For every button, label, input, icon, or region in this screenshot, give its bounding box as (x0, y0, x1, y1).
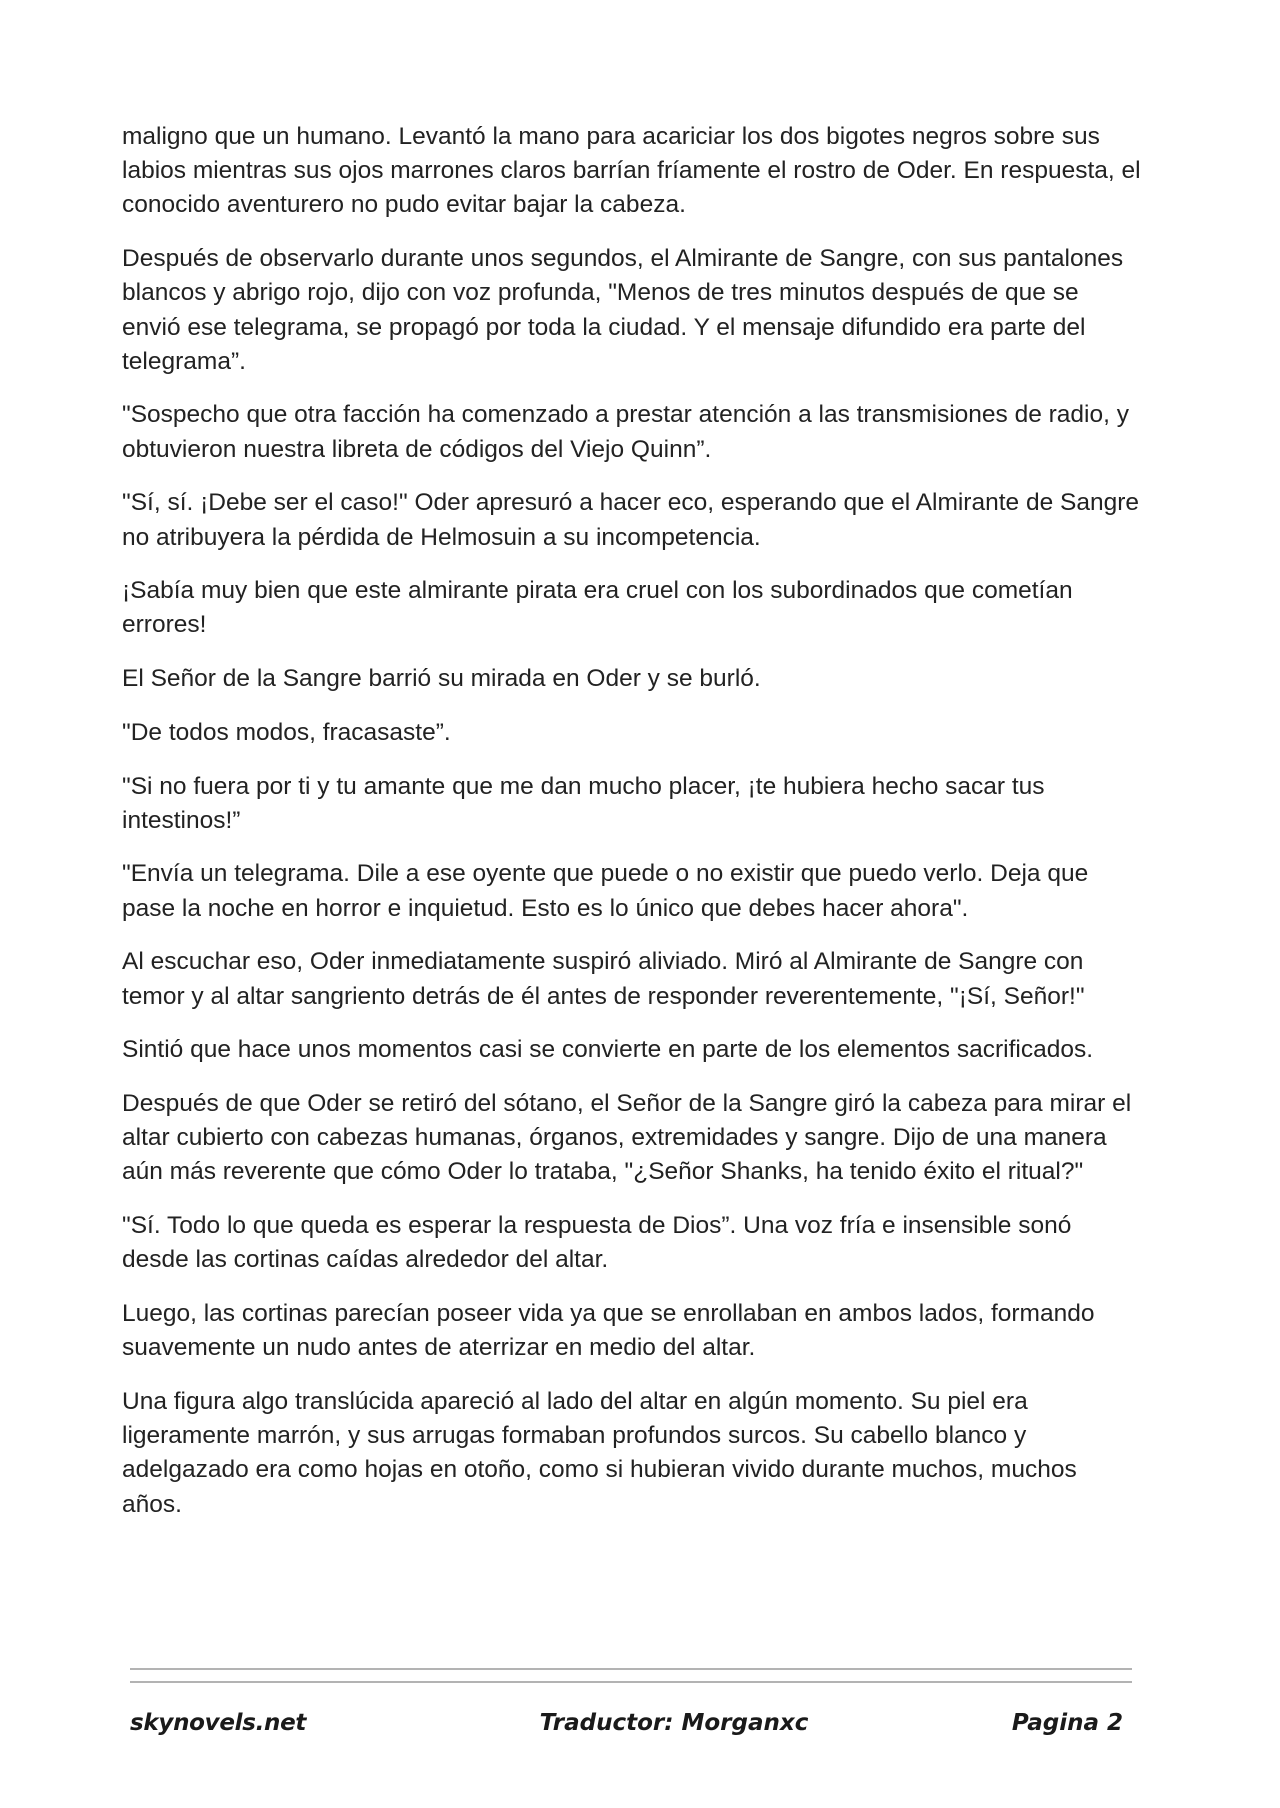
paragraph: El Señor de la Sangre barrió su mirada en Oder y se burló. (122, 665, 761, 693)
footer-divider (130, 1668, 1132, 1683)
paragraph: Sintió que hace unos momentos casi se convierte en parte de los elementos sacrificados. (122, 1036, 1094, 1064)
footer-rule-top (130, 1668, 1132, 1670)
paragraph: "Envía un telegrama. Dile a ese oyente que puede o no existir que puedo verlo. Deja que pase la noche en horror e inquietud. Esto es lo único que debes hacer ahora". (122, 860, 1089, 922)
paragraph: Luego, las cortinas parecían poseer vida ya que se enrollaban en ambos lados, formando suavemente un nudo antes de aterrizar en medio del altar. (122, 1299, 1095, 1362)
footer-site: skynovels.net (130, 1710, 307, 1736)
body-text (122, 120, 1142, 1541)
paragraph: Después de que Oder se retiró del sótano, el Señor de la Sangre giró la cabeza para mirar el altar cubierto con cabezas humanas, órganos, extremidades y sangre. Dijo de una manera aún más reverente que cómo Oder lo trataba, "¿Señor Shanks, ha tenido éxito el ritual?" (122, 1089, 1132, 1186)
paragraph: "Si no fuera por ti y tu amante que me dan mucho placer, ¡te hubiera hecho sacar tus intestinos!” (122, 772, 1045, 834)
paragraph: "Sí. Todo lo que queda es esperar la respuesta de Dios”. Una voz fría e insensible sonó desde las cortinas caídas alrededor del altar. (122, 1212, 1072, 1274)
paragraph: "Sí, sí. ¡Debe ser el caso!" Oder apresuró a hacer eco, esperando que el Almirante de Sangre no atribuyera la pérdida de Helmosuin a su incompetencia. (122, 489, 1140, 551)
paragraph: maligno que un humano. Levantó la mano para acariciar los dos bigotes negros sobre sus labios mientras sus ojos marrones claros barrían fríamente el rostro de Oder. En respuesta, el conocido aventurero no pudo evitar bajar la cabeza. (122, 123, 1141, 219)
footer-translator: Traductor: Morganxc (539, 1710, 809, 1736)
footer-rule-bottom (130, 1681, 1132, 1683)
paragraph: Al escuchar eso, Oder inmediatamente suspiró aliviado. Miró al Almirante de Sangre con temor y al altar sangriento detrás de él antes de responder reverentemente, "¡Sí, Señor!" (122, 948, 1085, 1010)
paragraph: "De todos modos, fracasaste”. (122, 718, 451, 746)
paragraph: "Sospecho que otra facción ha comenzado a prestar atención a las transmisiones de radio, y obtuvieron nuestra libreta de códigos del Viejo Quinn”. (122, 401, 1129, 463)
footer-page-number: Pagina 2 (1011, 1710, 1123, 1736)
paragraph: ¡Sabía muy bien que este almirante pirata era cruel con los subordinados que cometían errores! (122, 577, 1073, 639)
page-footer (130, 1710, 1123, 1736)
paragraph: Una figura algo translúcida apareció al lado del altar en algún momento. Su piel era ligeramente marrón, y sus arrugas formaban profundos surcos. Su cabello blanco y adelgazado era como hojas en otoño, como si hubieran vivido durante muchos, muchos años. (122, 1387, 1077, 1518)
paragraph: Después de observarlo durante unos segundos, el Almirante de Sangre, con sus pantalones blancos y abrigo rojo, dijo con voz profunda, "Menos de tres minutos después de que se envió ese telegrama, se propagó por toda la ciudad. Y el mensaje difundido era parte del telegrama”. (122, 245, 1124, 375)
